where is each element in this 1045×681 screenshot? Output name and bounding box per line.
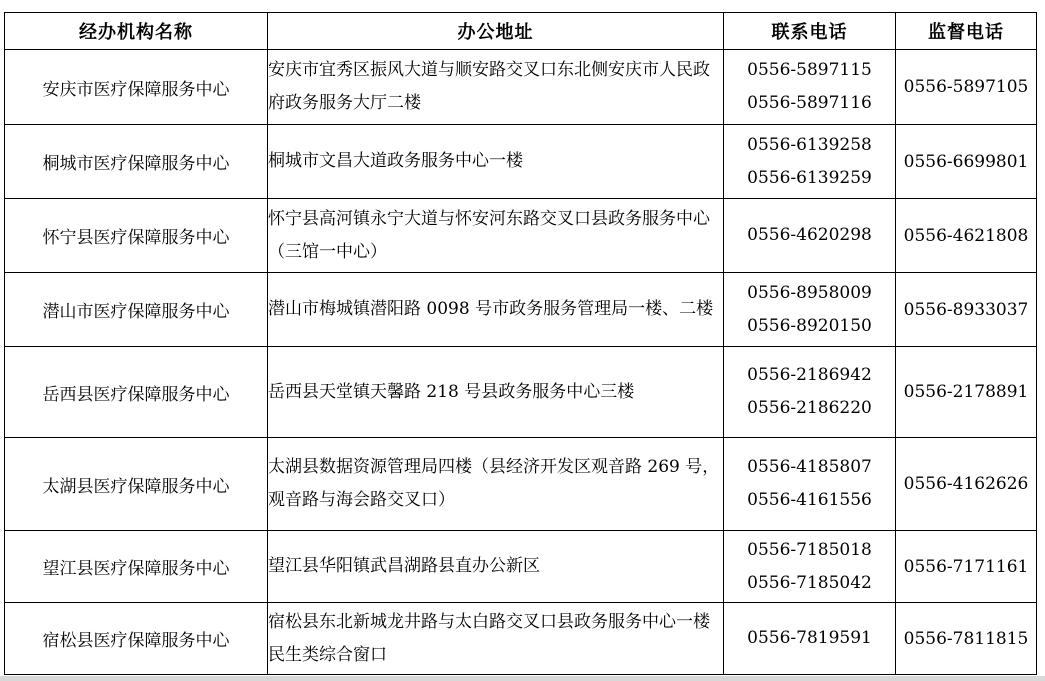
agency-name: 望江县医疗保障服务中心 <box>5 531 268 603</box>
table-row <box>5 603 1037 675</box>
office-address: 怀宁县高河镇永宁大道与怀安河东路交叉口县政务服务中心（三馆一中心） <box>268 199 724 273</box>
table-row <box>5 125 1037 199</box>
table-row <box>5 531 1037 603</box>
supervision-phone: 0556-4162626 <box>896 438 1037 531</box>
agency-name: 安庆市医疗保障服务中心 <box>5 50 268 125</box>
contact-phone: 0556-4161556 <box>747 490 872 510</box>
table-row <box>5 50 1037 125</box>
table-header-row <box>5 13 1037 50</box>
office-address: 安庆市宜秀区振风大道与顺安路交叉口东北侧安庆市人民政府政务服务大厅二楼 <box>268 50 724 125</box>
supervision-phone: 0556-7811815 <box>896 603 1037 675</box>
office-address: 太湖县数据资源管理局四楼（县经济开发区观音路 269 号，观音路与海会路交叉口） <box>268 438 724 531</box>
office-address: 岳西县天堂镇天馨路 218 号县政务服务中心三楼 <box>268 347 724 438</box>
table-row <box>5 438 1037 531</box>
contact-phone: 0556-5897115 <box>747 60 872 80</box>
agency-name: 怀宁县医疗保障服务中心 <box>5 199 268 273</box>
contact-phone: 0556-7185018 <box>747 539 872 560</box>
header-phone: 联系电话 <box>724 13 896 50</box>
office-address: 桐城市文昌大道政务服务中心一楼 <box>268 125 724 199</box>
office-address: 望江县华阳镇武昌湖路县直办公新区 <box>268 531 724 603</box>
supervision-phone: 0556-6699801 <box>896 125 1037 199</box>
agency-name: 潜山市医疗保障服务中心 <box>5 273 268 347</box>
contact-phones <box>724 347 896 438</box>
agency-name: 太湖县医疗保障服务中心 <box>5 438 268 531</box>
contact-phones <box>724 603 896 675</box>
contact-phone: 0556-6139259 <box>747 167 872 188</box>
header-supervision: 监督电话 <box>896 13 1037 50</box>
page-bottom-edge <box>0 676 1045 681</box>
supervision-phone: 0556-7171161 <box>896 531 1037 603</box>
contact-phones <box>724 438 896 531</box>
table-row <box>5 347 1037 438</box>
header-address: 办公地址 <box>268 13 724 50</box>
office-address: 潜山市梅城镇潜阳路 0098 号市政务服务管理局一楼、二楼 <box>268 273 724 347</box>
contact-phone: 0556-8958009 <box>747 282 872 303</box>
contact-phones <box>724 50 896 125</box>
contact-phones <box>724 273 896 347</box>
contact-phone: 0556-2186220 <box>747 398 872 418</box>
supervision-phone: 0556-4621808 <box>896 199 1037 273</box>
supervision-phone: 0556-8933037 <box>896 273 1037 347</box>
contact-phone: 0556-7185042 <box>747 572 872 593</box>
contact-phone: 0556-6139258 <box>747 134 872 155</box>
contact-phone: 0556-4620298 <box>747 225 872 245</box>
contact-phone: 0556-2186942 <box>747 365 872 385</box>
agency-name: 桐城市医疗保障服务中心 <box>5 125 268 199</box>
supervision-phone: 0556-5897105 <box>896 50 1037 125</box>
contact-phones <box>724 125 896 199</box>
table-row <box>5 273 1037 347</box>
table-row <box>5 199 1037 273</box>
contact-phone: 0556-8920150 <box>747 315 872 336</box>
supervision-phone: 0556-2178891 <box>896 347 1037 438</box>
office-address: 宿松县东北新城龙井路与太白路交叉口县政务服务中心一楼民生类综合窗口 <box>268 603 724 675</box>
agency-table <box>4 12 1037 675</box>
contact-phones <box>724 531 896 603</box>
contact-phone: 0556-7819591 <box>747 628 872 648</box>
header-name: 经办机构名称 <box>5 13 268 50</box>
agency-name: 岳西县医疗保障服务中心 <box>5 347 268 438</box>
agency-name: 宿松县医疗保障服务中心 <box>5 603 268 675</box>
contact-phone: 0556-4185807 <box>747 457 872 477</box>
contact-phone: 0556-5897116 <box>747 93 872 113</box>
contact-phones <box>724 199 896 273</box>
